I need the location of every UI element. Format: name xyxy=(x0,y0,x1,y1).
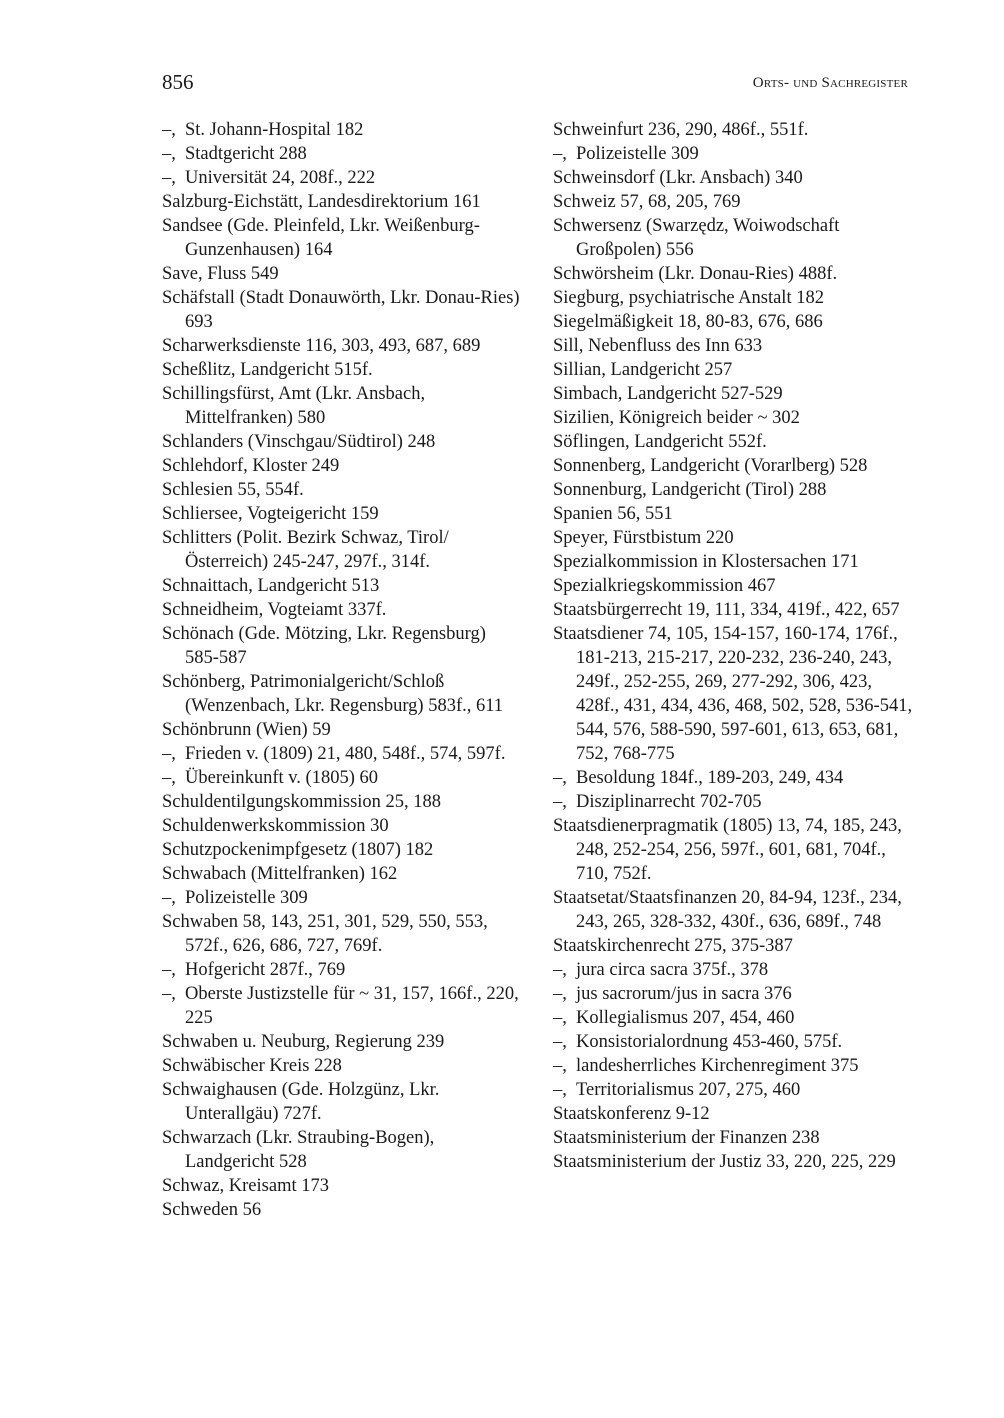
subentry-dash xyxy=(162,886,185,910)
entry-text: Schwarzach (Lkr. Straubing-Bogen), Landgericht 528 xyxy=(162,1128,435,1172)
entry-text: Schutzpockenimpfgesetz (1807) 182 xyxy=(162,840,434,860)
subentry-dash xyxy=(162,118,185,142)
index-entry xyxy=(553,550,913,574)
index-entry xyxy=(553,526,913,550)
index-entry xyxy=(162,718,522,742)
entry-text: Schönbrunn (Wien) 59 xyxy=(162,720,331,740)
entry-text: Sonnenburg, Landgericht (Tirol) 288 xyxy=(553,480,827,500)
index-entry xyxy=(553,310,913,334)
subentry-dash xyxy=(162,166,185,190)
subentry-dash xyxy=(162,766,185,790)
index-subentry xyxy=(162,118,522,142)
index-entry xyxy=(162,910,522,958)
index-subentry xyxy=(553,1054,913,1078)
index-entry xyxy=(162,814,522,838)
index-entry xyxy=(162,526,522,574)
subentry-dash xyxy=(162,982,185,1006)
index-entry xyxy=(553,598,913,622)
index-entry xyxy=(162,358,522,382)
index-entry xyxy=(162,1174,522,1198)
entry-text: Stadtgericht 288 xyxy=(185,144,307,164)
page-number: 856 xyxy=(162,70,194,94)
entry-text: Schwörsheim (Lkr. Donau-Ries) 488f. xyxy=(553,264,838,284)
index-entry xyxy=(553,814,913,886)
index-subentry xyxy=(553,790,913,814)
index-entry xyxy=(162,1126,522,1174)
entry-text: Spezialkriegskommission 467 xyxy=(553,576,776,596)
subentry-dash xyxy=(553,766,576,790)
index-column-right xyxy=(553,118,913,1174)
entry-text: Schnaittach, Landgericht 513 xyxy=(162,576,380,596)
index-entry xyxy=(162,502,522,526)
subentry-dash xyxy=(553,1078,576,1102)
index-entry xyxy=(162,262,522,286)
subentry-dash xyxy=(553,1054,576,1078)
index-entry xyxy=(162,1030,522,1054)
index-entry xyxy=(553,502,913,526)
subentry-dash xyxy=(553,982,576,1006)
entry-text: Besoldung 184f., 189-203, 249, 434 xyxy=(576,768,844,788)
entry-text: Disziplinarrecht 702-705 xyxy=(576,792,762,812)
entry-text: Schliersee, Vogteigericht 159 xyxy=(162,504,379,524)
entry-text: Universität 24, 208f., 222 xyxy=(185,168,376,188)
entry-text: Schönberg, Patrimonialgericht/Schloß (Wenzenbach, Lkr. Regensburg) 583f., 611 xyxy=(162,672,504,716)
entry-text: Schlanders (Vinschgau/Südtirol) 248 xyxy=(162,432,436,452)
index-entry xyxy=(162,1078,522,1126)
subentry-dash xyxy=(162,958,185,982)
index-entry xyxy=(162,670,522,718)
index-entry xyxy=(553,886,913,934)
entry-text: Schönach (Gde. Mötzing, Lkr. Regensburg) 585-587 xyxy=(162,624,486,668)
entry-text: Söflingen, Landgericht 552f. xyxy=(553,432,767,452)
index-entry xyxy=(162,334,522,358)
index-entry xyxy=(162,214,522,262)
entry-text: Schweden 56 xyxy=(162,1200,262,1220)
index-entry xyxy=(553,190,913,214)
subentry-dash xyxy=(553,1006,576,1030)
entry-text: jus sacrorum/jus in sacra 376 xyxy=(576,984,792,1004)
subentry-dash xyxy=(553,790,576,814)
entry-text: Scharwerksdienste 116, 303, 493, 687, 689 xyxy=(162,336,481,356)
entry-text: Salzburg-Eichstätt, Landesdirektorium 161 xyxy=(162,192,481,212)
index-entry xyxy=(162,454,522,478)
entry-text: Schweinfurt 236, 290, 486f., 551f. xyxy=(553,120,809,140)
index-entry xyxy=(553,406,913,430)
entry-text: Übereinkunft v. (1805) 60 xyxy=(185,768,379,788)
index-entry xyxy=(162,598,522,622)
index-entry xyxy=(553,334,913,358)
index-subentry xyxy=(553,142,913,166)
entry-text: Siegburg, psychiatrische Anstalt 182 xyxy=(553,288,824,308)
index-entry xyxy=(553,1150,913,1174)
index-entry xyxy=(553,214,913,262)
entry-text: Kollegialismus 207, 454, 460 xyxy=(576,1008,795,1028)
entry-text: Simbach, Landgericht 527-529 xyxy=(553,384,783,404)
entry-text: Staatsdienerpragmatik (1805) 13, 74, 185, 243, 248, 252-254, 256, 597f., 601, 681, 704f., 710, 752f. xyxy=(553,816,902,884)
index-entry xyxy=(553,1126,913,1150)
index-subentry xyxy=(553,1030,913,1054)
entry-text: Schwaz, Kreisamt 173 xyxy=(162,1176,329,1196)
entry-text: Speyer, Fürstbistum 220 xyxy=(553,528,734,548)
index-entry xyxy=(162,190,522,214)
index-entry xyxy=(553,622,913,766)
index-entry xyxy=(553,454,913,478)
index-subentry xyxy=(553,1078,913,1102)
entry-text: Oberste Justizstelle für ~ 31, 157, 166f., 220, 225 xyxy=(185,984,519,1028)
entry-text: Staatsministerium der Finanzen 238 xyxy=(553,1128,820,1148)
subentry-dash xyxy=(162,142,185,166)
index-entry xyxy=(162,286,522,334)
index-entry xyxy=(553,166,913,190)
subentry-dash xyxy=(553,958,576,982)
entry-text: Schwaighausen (Gde. Holzgünz, Lkr. Unterallgäu) 727f. xyxy=(162,1080,440,1124)
entry-text: Schuldenwerkskommission 30 xyxy=(162,816,389,836)
entry-text: Schlitters (Polit. Bezirk Schwaz, Tirol/Österreich) 245-247, 297f., 314f. xyxy=(162,528,449,572)
entry-text: Spezialkommission in Klostersachen 171 xyxy=(553,552,859,572)
entry-text: Frieden v. (1809) 21, 480, 548f., 574, 597f. xyxy=(185,744,506,764)
index-entry xyxy=(162,622,522,670)
index-subentry xyxy=(162,166,522,190)
entry-text: Schlehdorf, Kloster 249 xyxy=(162,456,340,476)
index-entry xyxy=(162,1054,522,1078)
entry-text: Polizeistelle 309 xyxy=(185,888,308,908)
entry-text: Schwaben 58, 143, 251, 301, 529, 550, 553, 572f., 626, 686, 727, 769f. xyxy=(162,912,488,956)
index-subentry xyxy=(162,958,522,982)
entry-text: Staatsbürgerrecht 19, 111, 334, 419f., 422, 657 xyxy=(553,600,900,620)
index-subentry xyxy=(162,742,522,766)
index-subentry xyxy=(553,1006,913,1030)
entry-text: Sill, Nebenfluss des Inn 633 xyxy=(553,336,763,356)
entry-text: Schillingsfürst, Amt (Lkr. Ansbach, Mittelfranken) 580 xyxy=(162,384,426,428)
entry-text: Schäfstall (Stadt Donauwörth, Lkr. Donau-Ries) 693 xyxy=(162,288,520,332)
entry-text: Save, Fluss 549 xyxy=(162,264,279,284)
entry-text: Schlesien 55, 554f. xyxy=(162,480,304,500)
index-entry xyxy=(553,574,913,598)
index-entry xyxy=(553,1102,913,1126)
index-entry xyxy=(553,934,913,958)
index-entry xyxy=(162,478,522,502)
entry-text: Schneidheim, Vogteiamt 337f. xyxy=(162,600,387,620)
index-subentry xyxy=(162,886,522,910)
index-subentry xyxy=(553,766,913,790)
entry-text: Staatskirchenrecht 275, 375-387 xyxy=(553,936,793,956)
index-entry xyxy=(162,382,522,430)
entry-text: Staatsministerium der Justiz 33, 220, 225, 229 xyxy=(553,1152,896,1172)
index-entry xyxy=(553,286,913,310)
entry-text: Sizilien, Königreich beider ~ 302 xyxy=(553,408,800,428)
entry-text: Siegelmäßigkeit 18, 80-83, 676, 686 xyxy=(553,312,823,332)
subentry-dash xyxy=(553,142,576,166)
index-entry xyxy=(162,862,522,886)
entry-text: Staatsdiener 74, 105, 154-157, 160-174, 176f., 181-213, 215-217, 220-232, 236-240, 243, 249f., 252-255, 269, 277-292, 306, 423, 428f., 431, 434, 436, 468, 502, 528, 536-541, 544, 576, 588-590, 597-601, 613, 653, 681, 752, 768-775 xyxy=(553,624,913,764)
entry-text: Sonnenberg, Landgericht (Vorarlberg) 528 xyxy=(553,456,868,476)
subentry-dash xyxy=(162,742,185,766)
entry-text: Staatsetat/Staatsfinanzen 20, 84-94, 123f., 234, 243, 265, 328-332, 430f., 636, 689f., 748 xyxy=(553,888,902,932)
index-entry xyxy=(162,1198,522,1222)
entry-text: Staatskonferenz 9-12 xyxy=(553,1104,710,1124)
entry-text: Sandsee (Gde. Pleinfeld, Lkr. Weißenburg-Gunzenhausen) 164 xyxy=(162,216,480,260)
index-subentry xyxy=(162,766,522,790)
index-entry xyxy=(162,430,522,454)
index-entry xyxy=(553,430,913,454)
entry-text: Sillian, Landgericht 257 xyxy=(553,360,733,380)
index-entry xyxy=(553,118,913,142)
entry-text: Scheßlitz, Landgericht 515f. xyxy=(162,360,373,380)
index-subentry xyxy=(162,982,522,1030)
entry-text: Schwaben u. Neuburg, Regierung 239 xyxy=(162,1032,445,1052)
entry-text: Schweinsdorf (Lkr. Ansbach) 340 xyxy=(553,168,803,188)
index-entry xyxy=(553,358,913,382)
entry-text: Konsistorialordnung 453-460, 575f. xyxy=(576,1032,843,1052)
subentry-dash xyxy=(553,1030,576,1054)
index-subentry xyxy=(553,982,913,1006)
index-entry xyxy=(162,790,522,814)
index-entry xyxy=(553,382,913,406)
entry-text: Hofgericht 287f., 769 xyxy=(185,960,346,980)
index-entry xyxy=(162,574,522,598)
entry-text: Schuldentilgungskommission 25, 188 xyxy=(162,792,442,812)
running-head: Orts- und Sachregister xyxy=(752,75,908,91)
entry-text: Spanien 56, 551 xyxy=(553,504,673,524)
index-subentry xyxy=(553,958,913,982)
entry-text: landesherrliches Kirchenregiment 375 xyxy=(576,1056,859,1076)
entry-text: Schwäbischer Kreis 228 xyxy=(162,1056,342,1076)
index-subentry xyxy=(162,142,522,166)
index-column-left xyxy=(162,118,522,1222)
index-entry xyxy=(553,262,913,286)
index-entry xyxy=(553,478,913,502)
entry-text: Schwabach (Mittelfranken) 162 xyxy=(162,864,398,884)
entry-text: jura circa sacra 375f., 378 xyxy=(576,960,769,980)
entry-text: Polizeistelle 309 xyxy=(576,144,699,164)
entry-text: Schweiz 57, 68, 205, 769 xyxy=(553,192,741,212)
index-entry xyxy=(162,838,522,862)
entry-text: St. Johann-Hospital 182 xyxy=(185,120,364,140)
entry-text: Territorialismus 207, 275, 460 xyxy=(576,1080,801,1100)
entry-text: Schwersenz (Swarzędz, Woiwodschaft Großpolen) 556 xyxy=(553,216,840,260)
